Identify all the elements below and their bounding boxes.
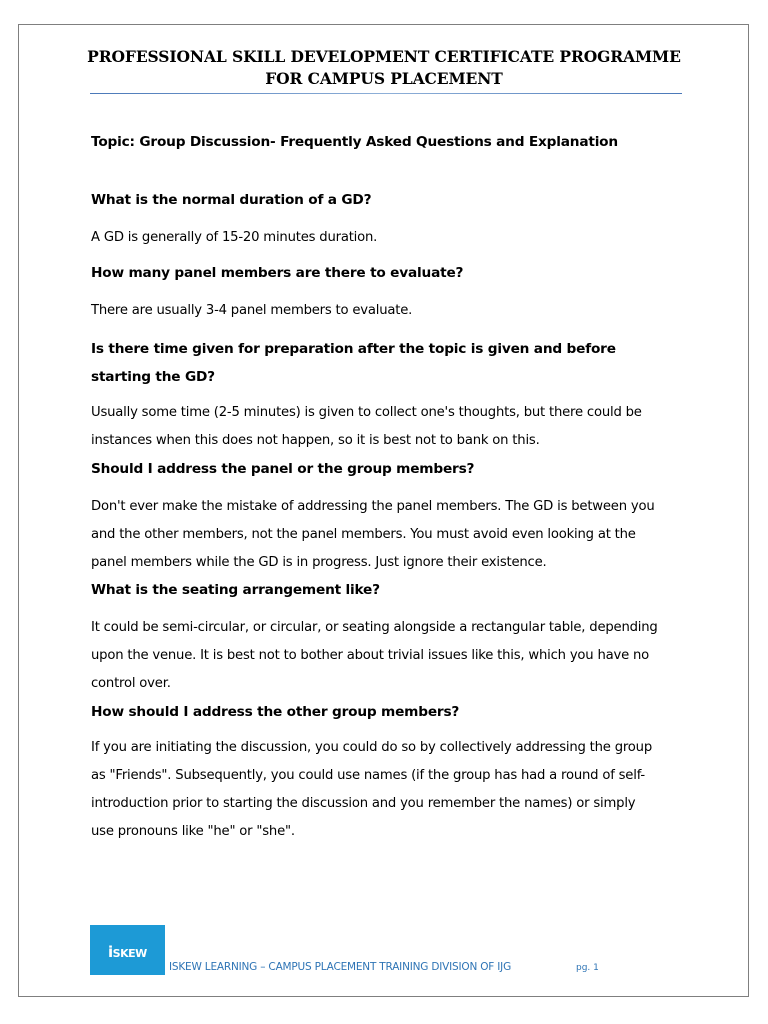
faq-question: starting the GD? — [91, 369, 215, 385]
faq-item — [91, 335, 691, 391]
faq-answer — [91, 493, 691, 577]
faq-answer-line: A GD is generally of 15-20 minutes duration. — [91, 230, 378, 245]
page-number: pg. 1 — [576, 963, 599, 973]
faq-answer — [91, 734, 691, 846]
faq-answer — [91, 399, 691, 455]
faq-answer-line: upon the venue. It is best not to bother about trivial issues like this, which you have no — [91, 648, 650, 663]
header-divider — [90, 93, 682, 94]
faq-answer-line: If you are initiating the discussion, you could do so by collectively addressing the group — [91, 740, 652, 755]
faq-question: Is there time given for preparation after the topic is given and before — [91, 341, 616, 357]
iskew-logo — [90, 925, 165, 975]
faq-answer-line: Don't ever make the mistake of addressing the panel members. The GD is between you — [91, 499, 655, 514]
document-title-line-2: FOR CAMPUS PLACEMENT — [265, 69, 503, 88]
faq-item — [91, 576, 691, 604]
faq-answer-line: instances when this does not happen, so it is best not to bank on this. — [91, 433, 540, 448]
faq-item — [91, 698, 691, 726]
faq-item — [91, 455, 691, 483]
faq-answer-line: control over. — [91, 676, 171, 691]
faq-answer-line: introduction prior to starting the discussion and you remember the names) or simply — [91, 796, 636, 811]
faq-item — [91, 259, 691, 287]
footer-text: ISKEW LEARNING – CAMPUS PLACEMENT TRAINING DIVISION OF IJG — [169, 961, 512, 973]
faq-answer-line: and the other members, not the panel members. You must avoid even looking at the — [91, 527, 636, 542]
faq-answer — [91, 614, 691, 698]
faq-answer — [91, 297, 691, 325]
faq-answer-line: Usually some time (2-5 minutes) is given to collect one's thoughts, but there could be — [91, 405, 642, 420]
faq-answer — [91, 224, 691, 252]
topic-heading: Topic: Group Discussion- Frequently Asked Questions and Explanation — [91, 134, 618, 150]
document-title — [70, 46, 698, 90]
faq-item — [91, 186, 691, 214]
iskew-logo-text: iSKEW — [108, 943, 147, 961]
faq-answer-line: There are usually 3-4 panel members to evaluate. — [91, 303, 413, 318]
faq-answer-line: It could be semi-circular, or circular, or seating alongside a rectangular table, depending — [91, 620, 658, 635]
faq-answer-line: as "Friends". Subsequently, you could use names (if the group has had a round of self- — [91, 768, 645, 783]
faq-question: What is the normal duration of a GD? — [91, 192, 372, 208]
faq-question: What is the seating arrangement like? — [91, 582, 380, 598]
faq-question: How should I address the other group members? — [91, 704, 460, 720]
faq-answer-line: panel members while the GD is in progress. Just ignore their existence. — [91, 555, 547, 570]
faq-answer-line: use pronouns like "he" or "she". — [91, 824, 295, 839]
document-title-line-1: PROFESSIONAL SKILL DEVELOPMENT CERTIFICATE PROGRAMME — [87, 47, 681, 66]
faq-question: How many panel members are there to evaluate? — [91, 265, 464, 281]
faq-question: Should I address the panel or the group members? — [91, 461, 475, 477]
